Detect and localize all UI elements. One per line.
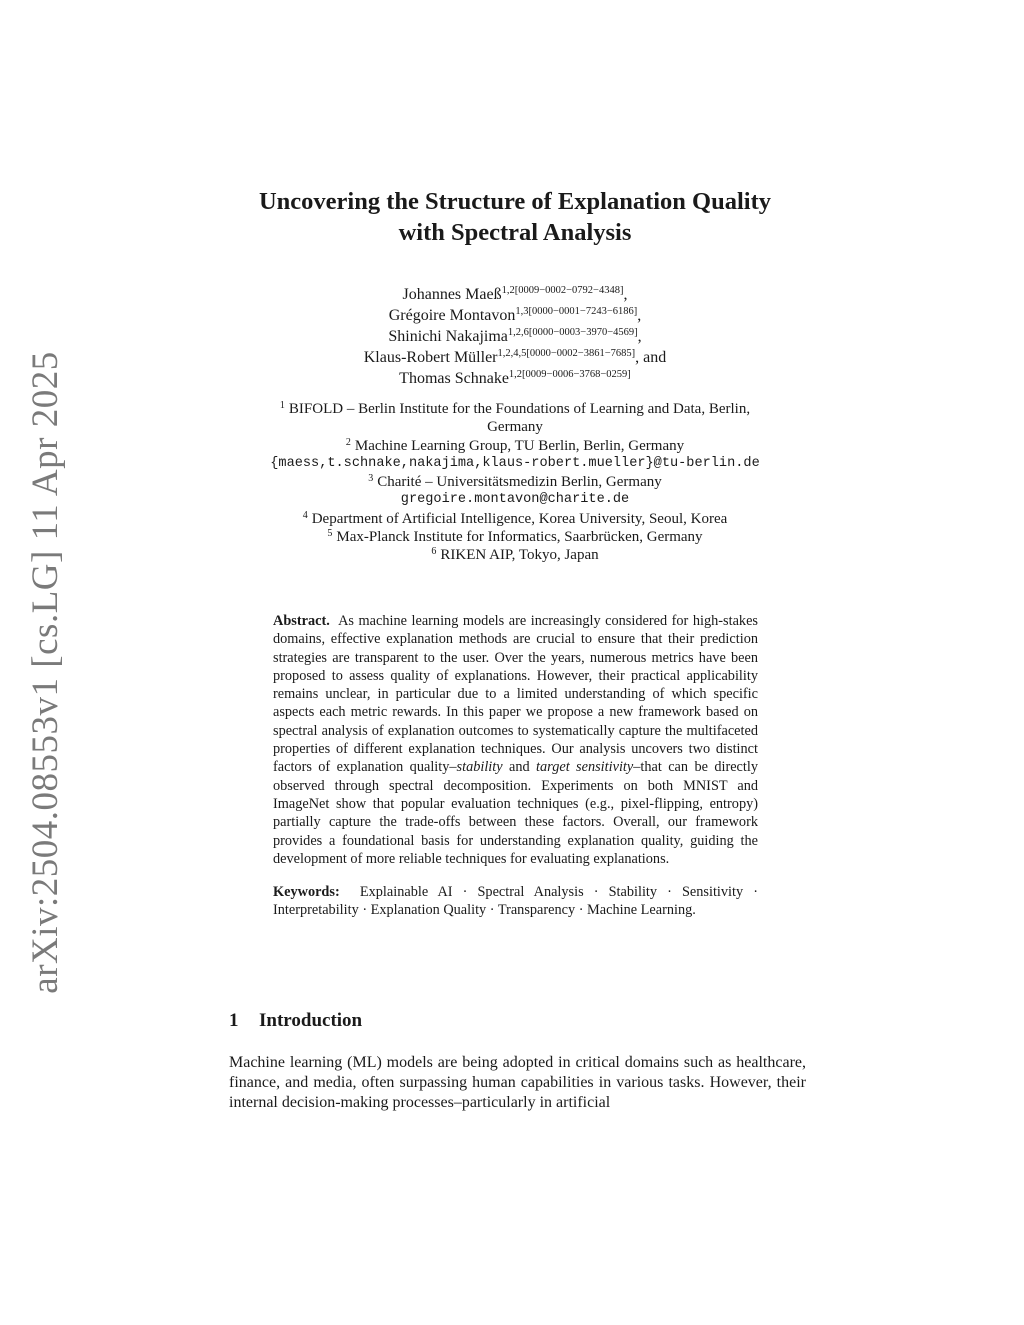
author-name: Johannes Maeß [402, 286, 502, 303]
arxiv-identifier-text: arXiv:2504.08553v1 [cs.LG] 11 Apr 2025 [25, 351, 66, 994]
author-name: Grégoire Montavon [388, 307, 516, 324]
author-separator: , [623, 286, 628, 303]
section-title: Introduction [259, 1010, 363, 1031]
affiliation-4: $^4$ Department of Artificial Intelligence, Korea University, Seoul, Korea [302, 509, 728, 527]
author-orcid: 1,2,6[0000−0003−3970−4569] [507, 327, 638, 338]
introduction-body [229, 1053, 806, 1113]
section-number: 1 [229, 1010, 239, 1031]
author-orcid: 1,3[0000−0001−7243−6186] [515, 306, 638, 317]
author-separator: , [637, 307, 642, 324]
intro-paragraph: Machine learning (ML) models are being adopted in critical domains such as healthcare, finance, and media, often surpassing human capabilities in various tasks. However, their internal decision-making processes–particularly in artificial [229, 1054, 806, 1111]
author-separator: , and [635, 349, 667, 366]
author [200, 326, 830, 347]
section-heading-introduction [229, 1010, 362, 1032]
affiliations [200, 400, 830, 565]
author-name: Shinichi Nakajima [388, 328, 508, 345]
email-line-1[interactable]: {maess,t.schnake,nakajima,klaus-robert.mueller}@tu-berlin.de [270, 455, 760, 471]
keywords-paragraph [273, 883, 758, 920]
keywords-label: Keywords: [273, 884, 340, 901]
abstract-label: Abstract. [273, 613, 330, 629]
affiliation-3: $^3$ Charité – Universitätsmedizin Berlin, Germany [368, 473, 662, 491]
abstract-text-a: As machine learning models are increasingly considered for high-stakes domains, effective explanation methods are crucial to ensure that their prediction strategies are transparent to the user. Over the years, numerous metrics have been proposed to assess quality of explanations. However, their practical applicability remains unclear, in particular due to a limited understanding of which specific aspects each metric rewards. In this paper we propose a new framework based on spectral analysis of explanation outcomes to systematically capture the multifaceted properties of different explanation techniques. Our analysis uncovers two distinct factors of explanation quality– [273, 613, 758, 776]
author [200, 368, 830, 389]
author-orcid: 1,2[0009−0006−3768−0259] [508, 369, 631, 380]
author-orcid: 1,2,4,5[0000−0002−3861−7685] [497, 348, 636, 359]
abstract-paragraph [273, 612, 758, 868]
affiliation-1-cont: Germany [487, 419, 543, 436]
author-list [200, 284, 830, 389]
abstract-text-b: and [502, 759, 537, 776]
author [200, 347, 830, 368]
abstract-emphasis-stability: stability [456, 759, 503, 776]
author [200, 284, 830, 305]
author-name: Klaus-Robert Müller [363, 349, 498, 366]
author-separator: , [637, 328, 642, 345]
title-line-2: with Spectral Analysis [398, 219, 632, 246]
arxiv-identifier-sidebar [24, 0, 68, 1325]
abstract-block [273, 612, 758, 920]
title-line-1: Uncovering the Structure of Explanation Quality [258, 188, 771, 215]
author-orcid: 1,2[0009−0002−0792−4348] [501, 285, 624, 296]
email-line-2[interactable]: gregoire.montavon@charite.de [400, 492, 630, 508]
keywords-text: Explainable AI · Spectral Analysis · Stability · Sensitivity · Interpretability · Explanation Quality · Transparency · Machine Learning. [273, 884, 758, 919]
abstract-emphasis-target-sensitivity: target sensitivity [536, 759, 634, 776]
author [200, 305, 830, 326]
paper-title [180, 186, 850, 248]
affiliation-1: $^1$ BIFOLD – Berlin Institute for the Foundations of Learning and Data, Berlin, [279, 400, 751, 417]
abstract-text-c: –that can be directly observed through spectral decomposition. Experiments on both MNIST and ImageNet show that popular evaluation techniques (e.g., pixel-flipping, entropy) partially capture the trade-offs between these factors. Overall, our framework provides a foundational basis for understanding explanation quality, guiding the development of more reliable techniques for evaluating explanations. [273, 759, 758, 867]
affiliation-5: $^5$ Max-Planck Institute for Informatics, Saarbrücken, Germany [327, 528, 703, 546]
affiliation-2: $^2$ Machine Learning Group, TU Berlin, Berlin, Germany [345, 436, 685, 454]
author-name: Thomas Schnake [399, 370, 509, 387]
affiliation-6: $^6$ RIKEN AIP, Tokyo, Japan [431, 546, 599, 564]
